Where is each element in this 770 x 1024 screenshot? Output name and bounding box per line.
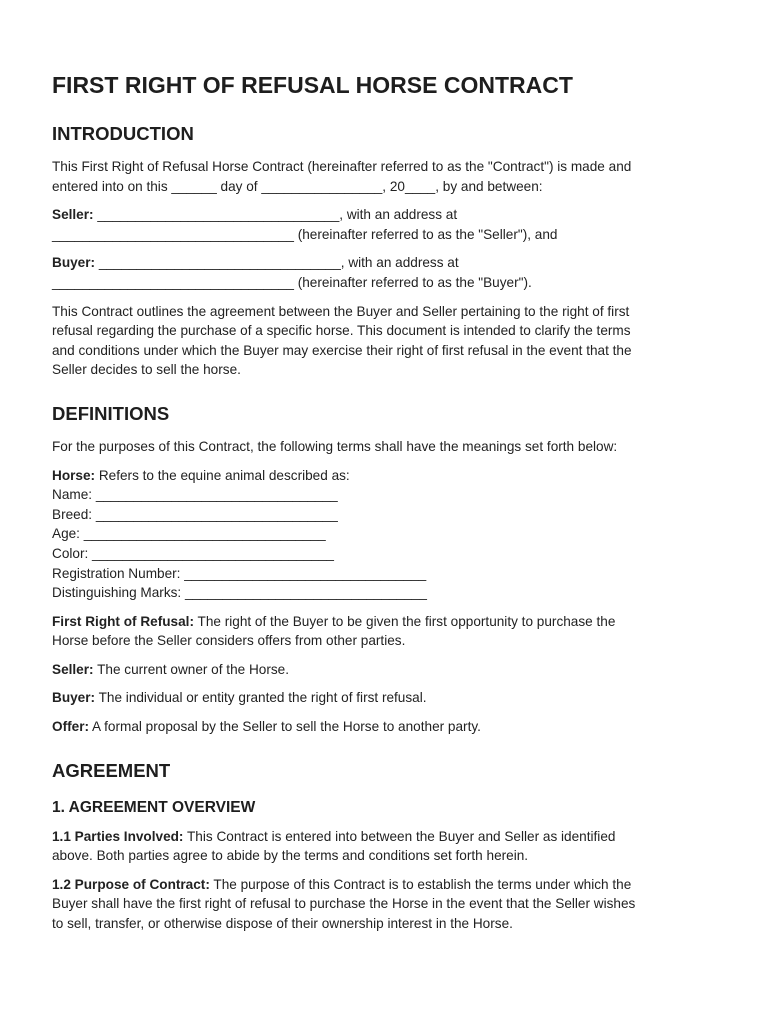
seller-def-label: Seller: <box>52 661 94 677</box>
offer-definition <box>52 717 710 737</box>
buyer-def-text: The individual or entity granted the right of first refusal. <box>95 690 427 706</box>
seller-def-text: The current owner of the Horse. <box>93 661 290 677</box>
seller-definition <box>52 660 710 680</box>
horse-age-field: Age: ________________________________ <box>52 526 326 542</box>
outline-line-2: refusal regarding the purchase of a specific horse. This document is intended to clarify the terms <box>52 323 631 339</box>
outline-line-1: This Contract outlines the agreement between the Buyer and Seller pertaining to the right of first <box>52 303 630 319</box>
outline-line-3: and conditions under which the Buyer may exercise their right of first refusal in the event that the <box>52 342 632 358</box>
buyer-definition <box>52 688 710 708</box>
horse-color-field: Color: ________________________________ <box>52 545 334 561</box>
clause-1-1-line-1: This Contract is entered into between the Buyer and Seller as identified <box>183 828 616 844</box>
clause-1-2-line-1: The purpose of this Contract is to establish the terms under which the <box>209 876 632 892</box>
agreement-heading: AGREEMENT <box>52 759 171 781</box>
frr-definition <box>52 612 710 651</box>
horse-definition <box>52 466 710 603</box>
clause-1-1-line-2: above. Both parties agree to abide by the terms and conditions set forth herein. <box>52 848 529 864</box>
clause-1-1-label: 1.1 Parties Involved: <box>52 828 184 844</box>
horse-registration-field: Registration Number: ________________________________ <box>52 565 427 581</box>
frr-label: First Right of Refusal: <box>52 613 194 629</box>
buyer-party-paragraph <box>52 253 710 292</box>
buyer-party-label: Buyer: <box>52 255 96 271</box>
horse-text: Refers to the equine animal described as: <box>95 467 350 483</box>
agreement-overview-heading: 1. AGREEMENT OVERVIEW <box>52 798 256 816</box>
intro-line-2: entered into on this ______ day of ________________, 20____, by and between: <box>52 178 543 194</box>
clause-1-2-line-3: to sell, transfer, or otherwise dispose of their ownership interest in the Horse. <box>52 916 513 932</box>
outline-line-4: Seller decides to sell the horse. <box>52 362 241 378</box>
introduction-heading: INTRODUCTION <box>52 123 194 144</box>
frr-line-1: The right of the Buyer to be given the first opportunity to purchase the <box>193 613 616 629</box>
buyer-party-line-2: ________________________________ (hereinafter referred to as the "Buyer"). <box>52 274 532 290</box>
horse-name-field: Name: ________________________________ <box>52 487 338 503</box>
clause-1-2-label: 1.2 Purpose of Contract: <box>52 876 210 892</box>
seller-party-paragraph <box>52 205 710 244</box>
intro-line-1: This First Right of Refusal Horse Contract (hereinafter referred to as the "Contract") is made and <box>52 159 632 174</box>
clause-1-2 <box>52 875 710 934</box>
seller-party-label: Seller: <box>52 207 94 223</box>
offer-def-text: A formal proposal by the Seller to sell the Horse to another party. <box>89 719 481 735</box>
horse-label: Horse: <box>52 467 96 483</box>
buyer-party-line-1: ________________________________, with an address at <box>95 255 459 271</box>
definitions-intro: For the purposes of this Contract, the following terms shall have the meanings set forth below: <box>52 438 618 454</box>
buyer-def-label: Buyer: <box>52 690 96 706</box>
document-title: FIRST RIGHT OF REFUSAL HORSE CONTRACT <box>52 72 573 98</box>
horse-breed-field: Breed: ________________________________ <box>52 506 338 522</box>
contract-outline-paragraph <box>52 302 710 380</box>
clause-1-2-line-2: Buyer shall have the first right of refusal to purchase the Horse in the event that the Seller wishes <box>52 896 636 912</box>
seller-party-line-2: ________________________________ (hereinafter referred to as the "Seller"), and <box>52 226 558 242</box>
definitions-heading: DEFINITIONS <box>52 402 170 424</box>
intro-paragraph <box>52 157 710 196</box>
clause-1-1 <box>52 827 710 866</box>
frr-line-2: Horse before the Seller considers offers from other parties. <box>52 633 406 649</box>
seller-party-line-1: ________________________________, with an address at <box>93 207 458 223</box>
offer-def-label: Offer: <box>52 719 90 735</box>
horse-marks-field: Distinguishing Marks: ________________________________ <box>52 585 427 601</box>
